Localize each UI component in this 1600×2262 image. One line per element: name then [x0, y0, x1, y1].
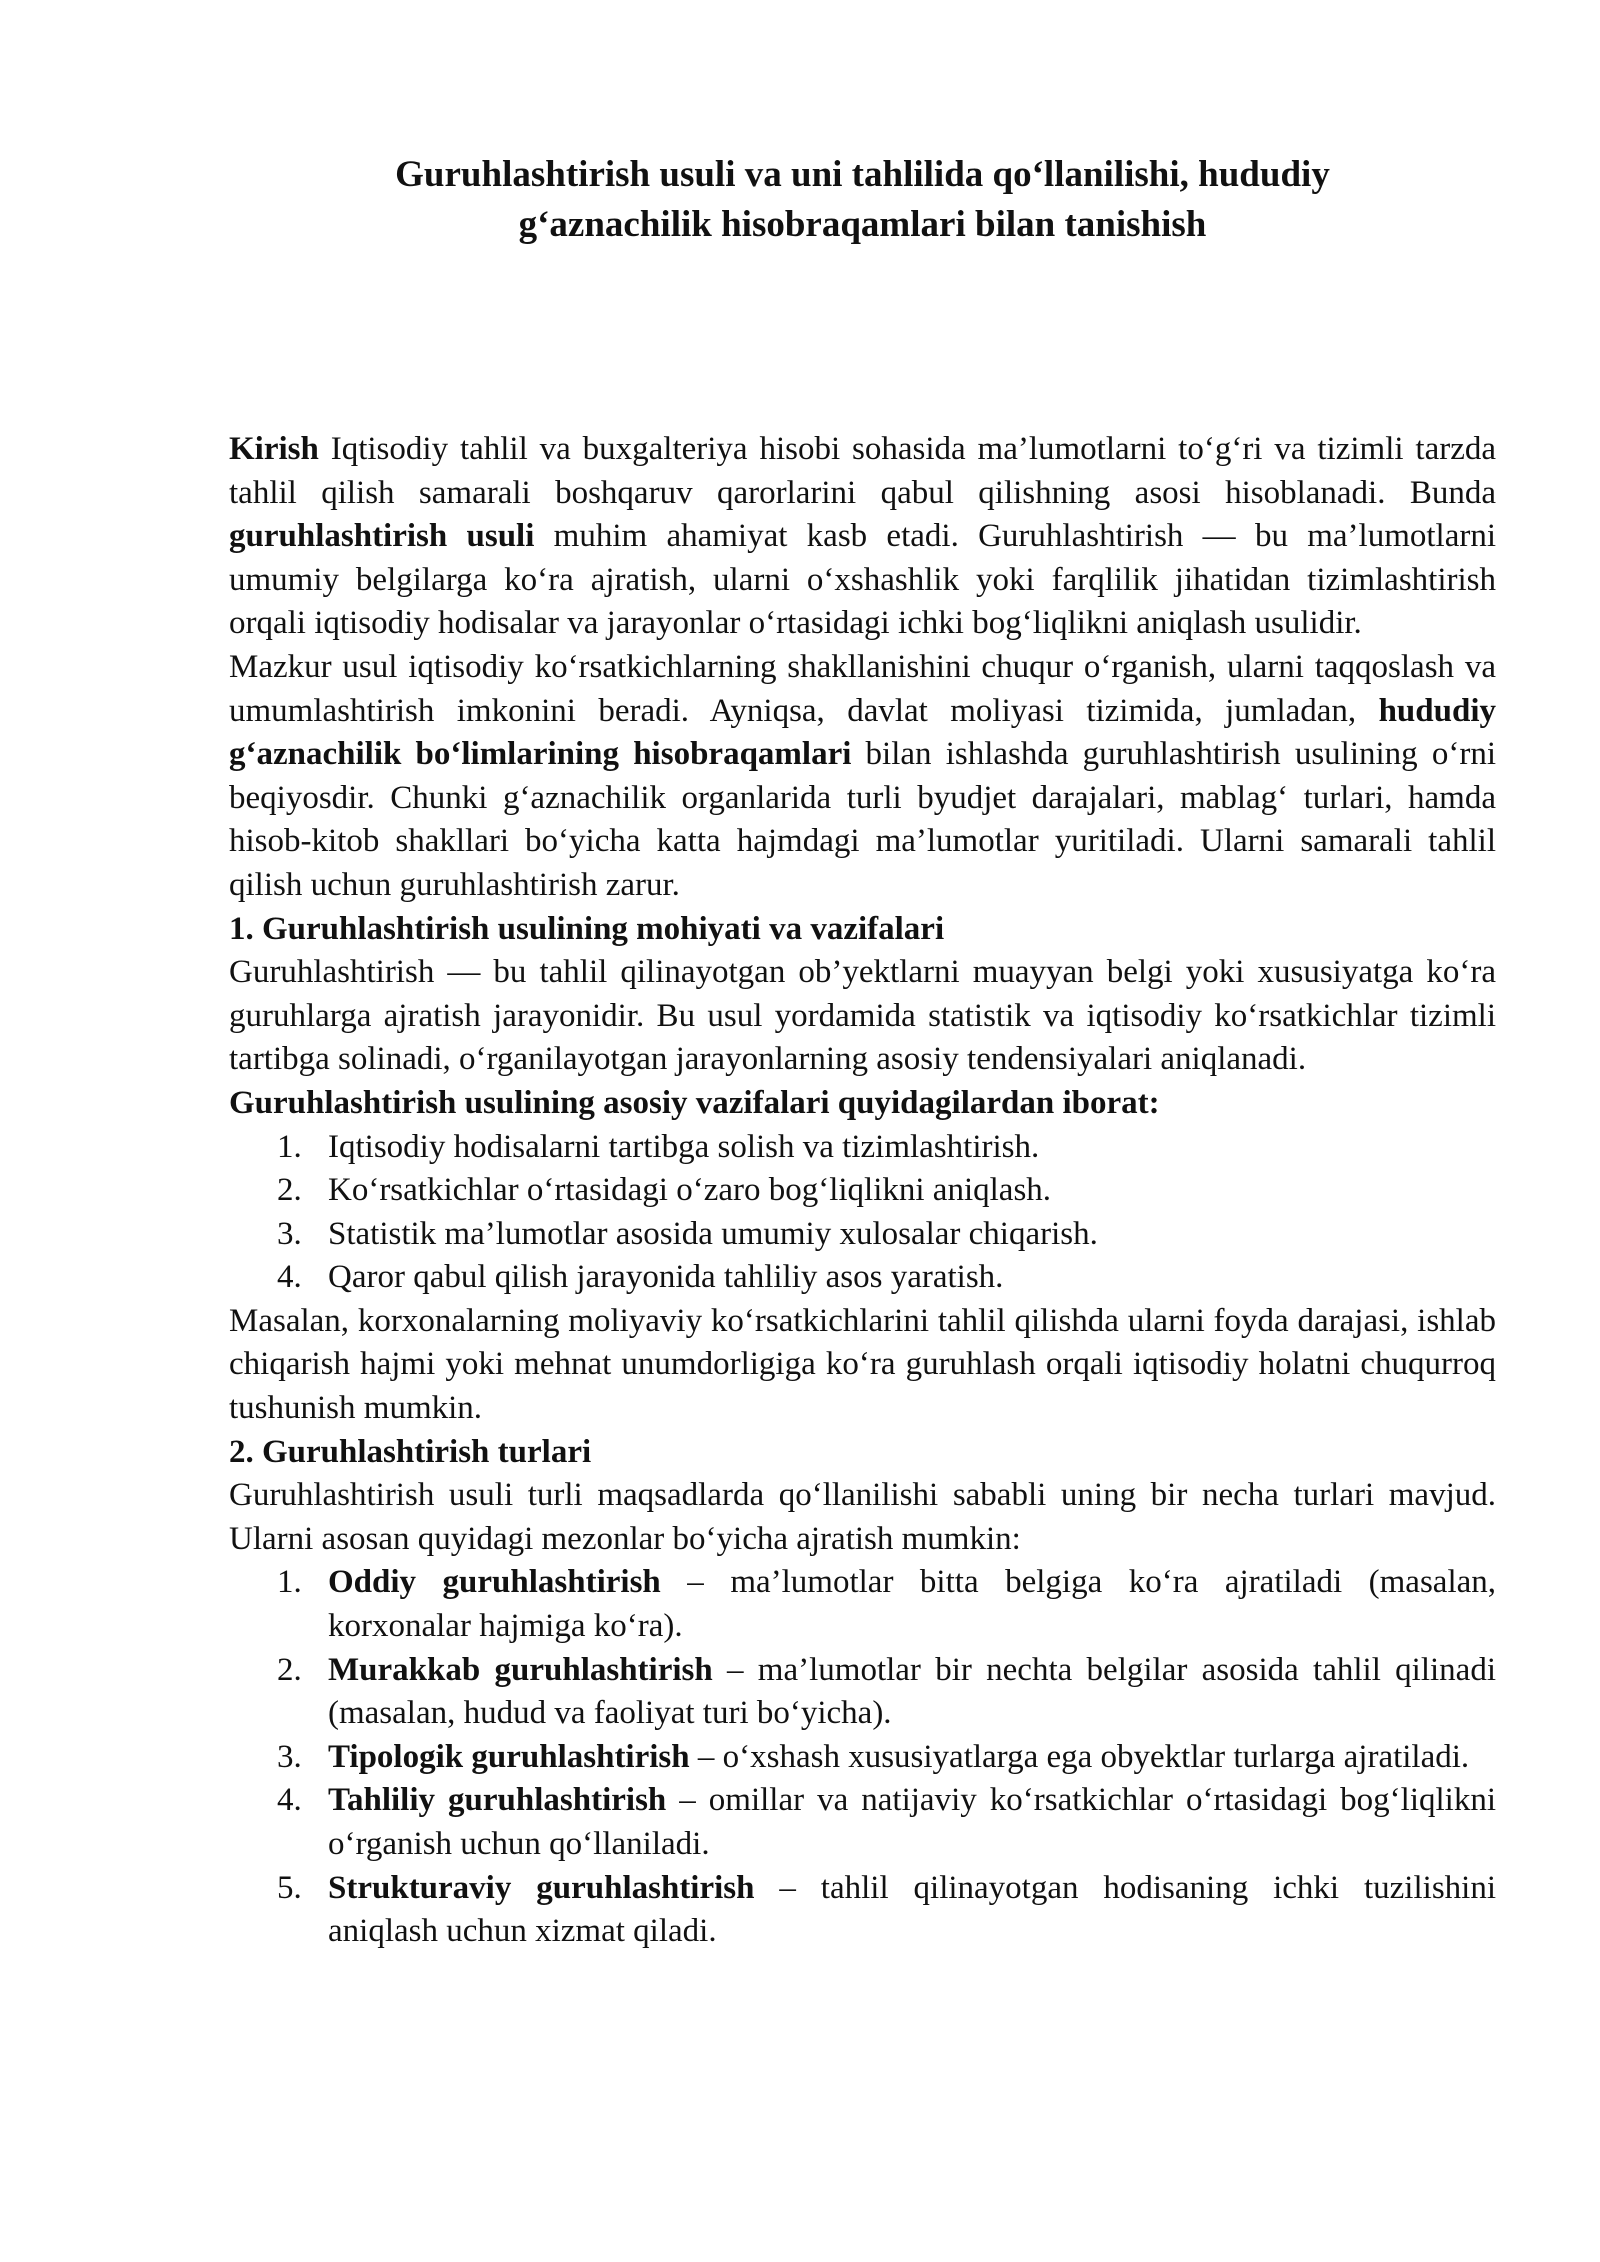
intro-paragraph: Kirish Iqtisodiy tahlil va buxgalteriya hisobi sohasida ma’lumotlarni to‘g‘ri va tizimli tarzda tahlil qilish samarali boshqaruv qarorlarini qabul qilishning asosi hisoblanadi. Bunda guruhlashtirish usuli muhim ahamiyat kasb etadi. Guruhlashtirish — bu ma’lumotlarni umumiy belgilarga ko‘ra ajratish, ularni o‘xshashlik yoki farqlilik jihatidan tizimlashtirish orqali iqtisodiy hodisalar va jarayonlar o‘rtasidagi ichki bog‘liqlikni aniqlash usulidir. [229, 431, 1497, 642]
section-1-subheading: Guruhlashtirish usulining asosiy vazifalari quyidagilardan iborat: [229, 1084, 1160, 1121]
list-item: 4. Qaror qabul qilish jarayonida tahliliy asos yaratish. [277, 1259, 1004, 1296]
list-item: 4. Tahliliy guruhlashtirish – omillar va natijaviy ko‘rsatkichlar o‘rtasidagi bog‘liqlikni o‘rganish uchun qo‘llaniladi. [277, 1782, 1496, 1862]
list-item: 1. Oddiy guruhlashtirish – ma’lumotlar bitta belgiga ko‘ra ajratiladi (masalan, korxonalar hajmiga ko‘ra). [277, 1564, 1497, 1645]
document-title [229, 150, 1496, 250]
list-item: 2. Ko‘rsatkichlar o‘rtasidagi o‘zaro bog‘liqlikni aniqlash. [277, 1172, 1052, 1209]
list-item: 2. Murakkab guruhlashtirish – ma’lumotlar bir nechta belgilar asosida tahlil qilinadi (masalan, hudud va faoliyat turi bo‘yicha). [277, 1651, 1496, 1732]
title-line-1: Guruhlashtirish usuli va uni tahlilida qo‘llanilishi, hududiy [395, 154, 1330, 195]
section-2-heading: 2. Guruhlashtirish turlari [229, 1433, 592, 1470]
section-1-example: Masalan, korxonalarning moliyaviy ko‘rsatkichlarini tahlil qilishda ularni foyda darajasi, ishlab chiqarish hajmi yoki mehnat unumdorligiga ko‘ra guruhlash orqali iqtisodiy holatni chuqurroq tushunish mumkin. [229, 1302, 1496, 1427]
document-body [229, 428, 1496, 1954]
intro-label: Kirish [229, 431, 319, 467]
types-list [229, 1561, 1496, 1953]
list-item: 3. Statistik ma’lumotlar asosida umumiy xulosalar chiqarish. [277, 1215, 1098, 1252]
section-1-paragraph: Guruhlashtirish — bu tahlil qilinayotgan ob’yektlarni muayyan belgi yoki xususiyatga ko‘ra guruhlarga ajratish jarayonidir. Bu usul yordamida statistik va iqtisodiy ko‘rsatkichlar tizimli tartibga solinadi, o‘rganilayotgan jarayonlarning asosiy tendensiyalari aniqlanadi. [229, 954, 1496, 1078]
document-page [229, 150, 1496, 1954]
section-1-heading: 1. Guruhlashtirish usulining mohiyati va vazifalari [229, 910, 945, 947]
paragraph-2: Mazkur usul iqtisodiy ko‘rsatkichlarning shakllanishini chuqur o‘rganish, ularni taqqoslash va umumlashtirish imkonini beradi. Ayniqsa, davlat moliyasi tizimida, jumladan, hududiy g‘aznachilik bo‘limlarining hisobraqamlari bilan ishlashda guruhlashtirish usulining o‘rni beqiyosdir. Chunki g‘aznachilik organlarida turli byudjet darajalari, mablag‘ turlari, hamda hisob-kitob shakllari bo‘yicha katta hajmdagi ma’lumotlar yuritiladi. Ularni samarali tahlil qilish uchun guruhlashtirish zarur. [229, 648, 1496, 903]
intro-bold-term: guruhlashtirish usuli [229, 518, 535, 555]
list-item: 5. Strukturaviy guruhlashtirish – tahlil qilinayotgan hodisaning ichki tuzilishini aniqlash uchun xizmat qiladi. [277, 1869, 1496, 1950]
section-2-paragraph: Guruhlashtirish usuli turli maqsadlarda qo‘llanilishi sababli uning bir necha turlari mavjud. Ularni asosan quyidagi mezonlar bo‘yicha ajratish mumkin: [229, 1477, 1496, 1557]
paragraph-2-bold-term: hududiy g‘aznachilik bo‘limlarining hisobraqamlari [229, 692, 1496, 773]
list-item: 1. Iqtisodiy hodisalarni tartibga solish va tizimlashtirish. [277, 1128, 1040, 1165]
list-item: 3. Tipologik guruhlashtirish – o‘xshash xususiyatlarga ega obyektlar turlarga ajratiladi. [277, 1738, 1470, 1775]
tasks-list [229, 1126, 1496, 1300]
title-line-2: g‘aznachilik hisobraqamlari bilan tanishish [518, 204, 1207, 245]
